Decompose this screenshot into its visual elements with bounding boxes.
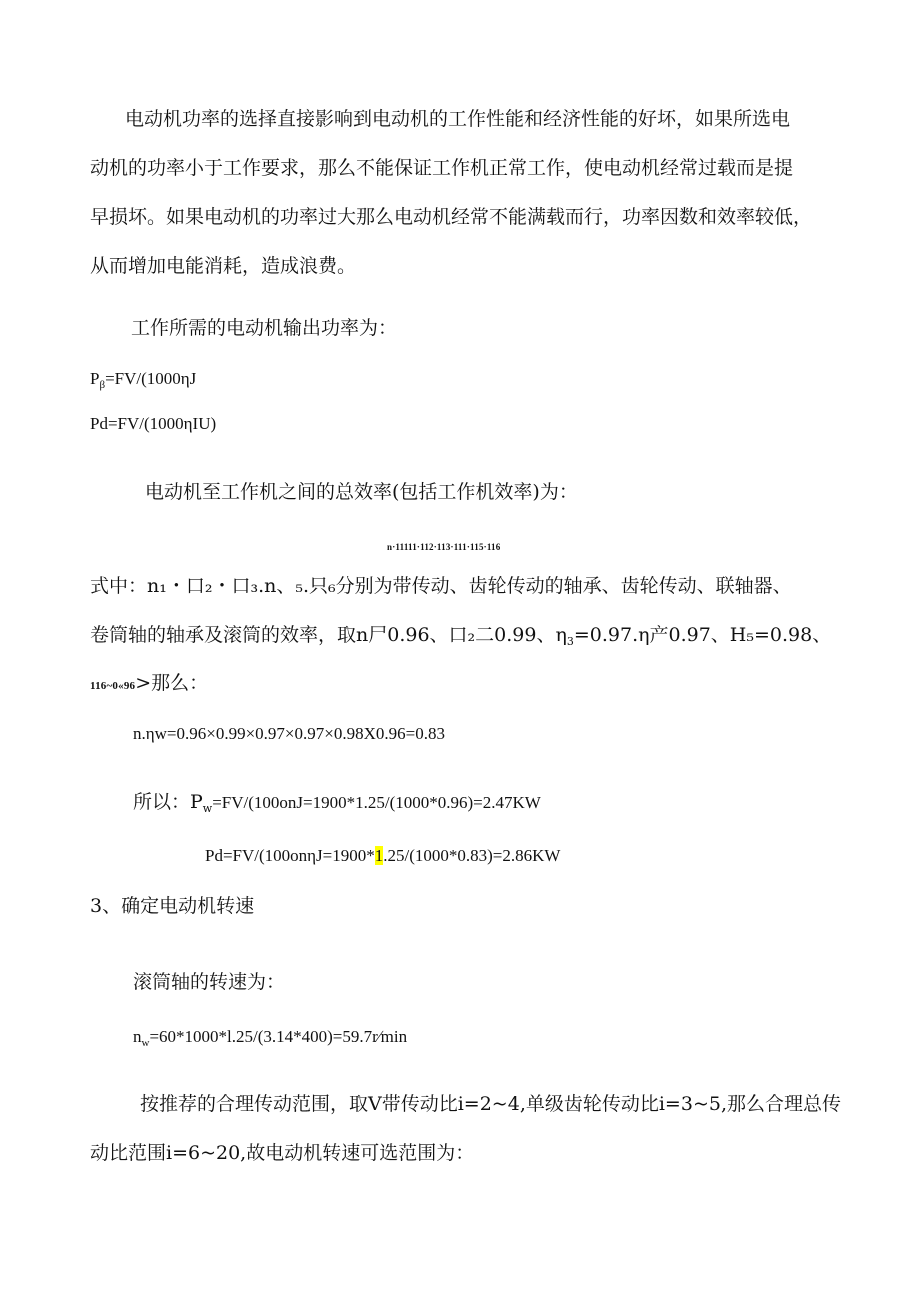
result-pd-pre: Pd=FV/(100onηJ=1900*	[205, 846, 375, 865]
result-pd-post: .25/(1000*0.83)=2.86KW	[383, 846, 561, 865]
drum-speed-sub: w	[141, 1037, 150, 1049]
where-line-1: 式中：n₁・口₂・口₃.n、₅.只₆分别为带传动、齿轮传动的轴承、齿轮传动、联轴器、	[90, 575, 792, 597]
eta-total-formula: n.ηw=0.96×0.99×0.97×0.97×0.98X0.96=0.83	[133, 724, 445, 743]
section-heading: 3、确定电动机转速	[90, 895, 255, 917]
paragraph-line: 电动机功率的选择直接影响到电动机的工作性能和经济性能的好坏，如果所选电	[125, 108, 791, 130]
result-pw-prefix: 所以：P	[133, 791, 203, 813]
paragraph-line: 早损坏。如果电动机的功率过大那么电动机经常不能满载而行，功率因数和效率较低，	[90, 206, 813, 228]
where-line-2-b: =0.97.η产0.97、H₅=0.98、	[573, 624, 832, 646]
paragraph-line: 从而增加电能消耗，造成浪费。	[90, 255, 357, 277]
where-line-2-a: 卷筒轴的轴承及滚筒的效率，取n尸0.96、口₂二0.99、η	[90, 624, 567, 646]
where-line-3-a: 116~0«96	[90, 680, 136, 692]
efficiency-intro: 电动机至工作机之间的总效率(包括工作机效率)为：	[145, 481, 578, 503]
drum-speed-formula	[133, 1024, 407, 1056]
formula-pw-base: P	[90, 369, 100, 388]
drum-speed-rest: =60*1000*l.25/(3.14*400)=59.7r∕min	[149, 1027, 408, 1046]
highlighted-digit: 1	[374, 846, 384, 865]
formula-pd: Pd=FV/(1000ηIU)	[90, 414, 217, 433]
drum-speed-intro: 滚筒轴的转速为：	[133, 971, 286, 993]
where-line-2-sub: 3	[566, 635, 574, 648]
where-line-2	[90, 622, 831, 655]
formula-pw-sub: β	[99, 379, 106, 391]
ratio-paragraph-line: 按推荐的合理传动范围，取V带传动比i=2~4,单级齿轮传动比i=3~5,那么合理总传	[140, 1093, 841, 1115]
output-power-intro: 工作所需的电动机输出功率为：	[131, 317, 398, 339]
formula-pw	[90, 366, 196, 398]
ratio-paragraph-line: 动比范围i=6~20,故电动机转速可选范围为：	[90, 1142, 475, 1164]
result-pd	[205, 843, 560, 869]
result-pw-rest: =FV/(100onJ=1900*1.25/(1000*0.96)=2.47KW	[212, 793, 541, 812]
result-pw	[133, 789, 541, 822]
where-line-3-b: >那么：	[135, 672, 209, 694]
formula-pw-rest: =FV/(1000ηJ	[105, 369, 197, 388]
efficiency-product-formula: n·11111·112·113·111·115·116	[387, 542, 501, 552]
result-pw-sub: w	[202, 802, 213, 815]
drum-speed-base: n	[133, 1027, 142, 1046]
where-line-3	[90, 670, 208, 699]
paragraph-line: 动机的功率小于工作要求，那么不能保证工作机正常工作，使电动机经常过载而是提	[90, 157, 794, 179]
